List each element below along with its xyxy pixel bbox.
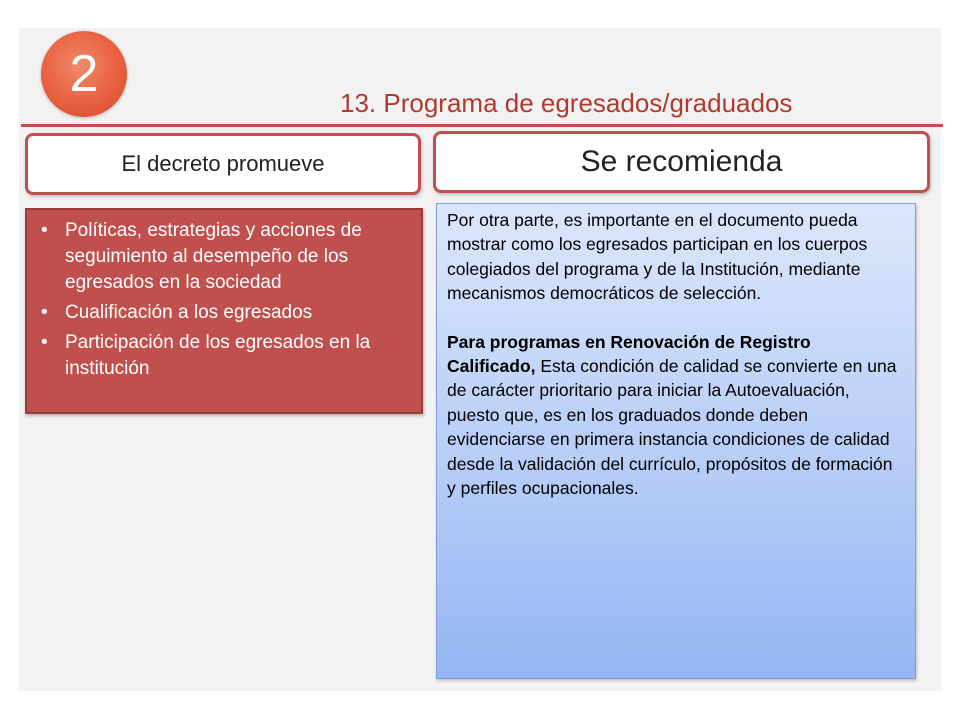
decree-bullets-box <box>25 208 423 414</box>
title-divider <box>21 124 943 127</box>
recommendation-paragraph: Por otra parte, es importante en el documento pueda mostrar como los egresados participan en los cuerpos colegiados del programa y de la Institución, mediante mecanismos democráticos de selección. <box>447 210 868 304</box>
recommendation-box <box>436 203 916 679</box>
bullet-item: • Cualificación a los egresados <box>41 300 403 326</box>
bullet-item: • Políticas, estrategias y acciones de seguimiento al desempeño de los egresados en la sociedad <box>41 218 403 296</box>
renewal-paragraph-body: Esta condición de calidad se convierte en una de carácter prioritario para iniciar la Autoevaluación, puesto que, es en los graduados donde deben evidenciarse en primera instancia condiciones de calidad desde la validación del currículo, propósitos de formación y perfiles ocupacionales. <box>447 356 897 499</box>
decree-bullet-list <box>41 218 403 382</box>
left-column-header: El decreto promueve <box>25 133 421 195</box>
slide-title: 13. Programa de egresados/graduados <box>340 88 793 118</box>
renewal-paragraph-lead: Para programas en Renovación de Registro Calificado, <box>447 331 811 377</box>
bullet-item: • Participación de los egresados en la institución <box>41 330 403 382</box>
renewal-paragraph <box>447 330 903 501</box>
slide-number-badge: 2 <box>41 31 127 117</box>
paragraph-spacer <box>447 306 903 330</box>
right-column-header: Se recomienda <box>433 131 930 193</box>
